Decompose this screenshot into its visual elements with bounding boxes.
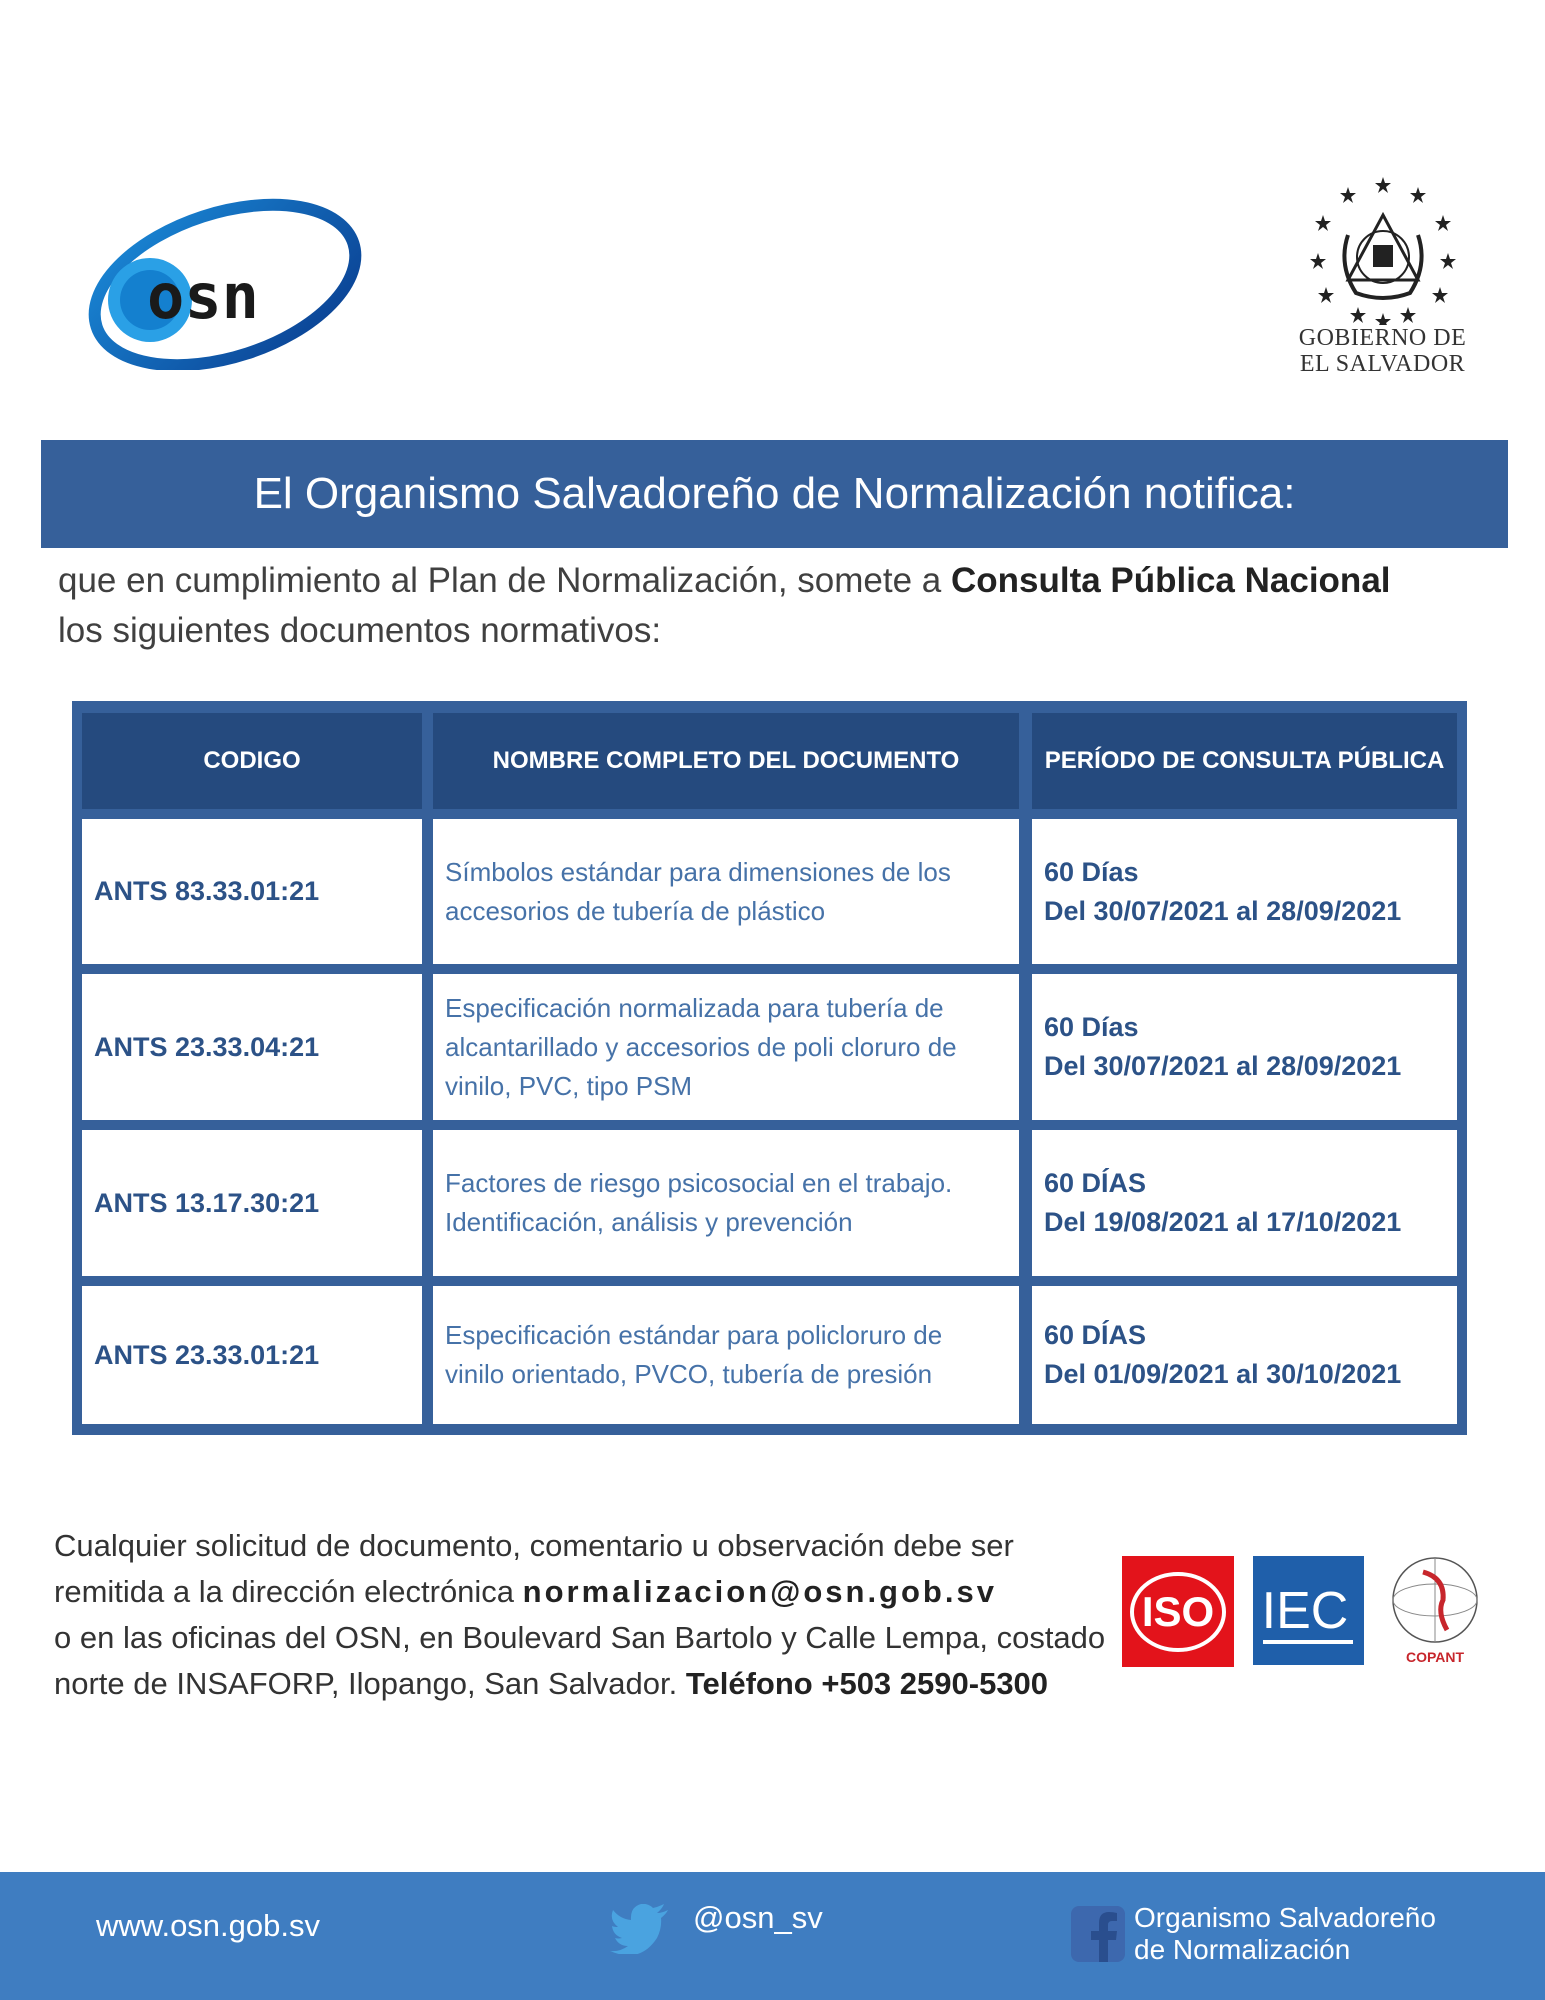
row-3-name-line-2: Identificación, análisis y prevención: [445, 1207, 853, 1237]
table-row-1-name: [433, 819, 1019, 964]
banner-title: El Organismo Salvadoreño de Normalización notifica:: [253, 469, 1296, 518]
website-link[interactable]: www.osn.gob.sv: [96, 1908, 320, 1943]
facebook-line-1: Organismo Salvadoreño: [1134, 1902, 1436, 1933]
contact-paragraph: [54, 1523, 1114, 1707]
row-4-name-line-2: vinilo orientado, PVCO, tubería de presión: [445, 1359, 933, 1389]
table-header-periodo: PERÍODO DE CONSULTA PÚBLICA: [1032, 713, 1457, 809]
row-1-name-line-1: Símbolos estándar para dimensiones de los: [445, 856, 951, 887]
row-2-days: 60 Días: [1044, 1012, 1139, 1042]
copant-logo-text: COPANT: [1405, 1649, 1465, 1665]
contact-phone: Teléfono +503 2590-5300: [685, 1666, 1049, 1701]
table-row-1-code: ANTS 83.33.01:21: [82, 819, 422, 964]
contact-line-3: o en las oficinas del OSN, en Boulevard San Bartolo y Calle Lempa, costado: [54, 1620, 1106, 1655]
iso-logo: [1122, 1556, 1234, 1667]
table-row-2-code: ANTS 23.33.04:21: [82, 974, 422, 1120]
row-4-days: 60 DÍAS: [1044, 1320, 1147, 1350]
coat-of-arms-icon: [1308, 175, 1458, 325]
table-row-3-period: [1032, 1130, 1457, 1276]
twitter-icon: [610, 1904, 670, 1954]
row-1-days: 60 Días: [1044, 856, 1139, 887]
facebook-line-2: de Normalización: [1134, 1934, 1351, 1965]
iec-logo: [1253, 1556, 1364, 1665]
row-3-range: Del 19/08/2021 al 17/10/2021: [1044, 1207, 1402, 1237]
intro-text-2: los siguientes documentos normativos:: [58, 611, 662, 650]
row-2-name-line-1: Especificación normalizada para tubería de: [445, 992, 944, 1023]
row-4-name-line-1: Especificación estándar para policloruro de: [445, 1320, 943, 1350]
contact-line-4: norte de INSAFORP, Ilopango, San Salvador.: [54, 1666, 686, 1701]
iec-logo-text: IEC: [1261, 1582, 1349, 1640]
facebook-icon: [1071, 1906, 1125, 1962]
table-row-4-period: [1032, 1286, 1457, 1424]
table-row-4-name: [433, 1286, 1019, 1424]
contact-line-2: remitida a la dirección electrónica: [54, 1574, 523, 1609]
gobierno-logo: [1290, 175, 1475, 390]
table-header-nombre: NOMBRE COMPLETO DEL DOCUMENTO: [433, 713, 1019, 809]
social-footer-bar: [0, 1872, 1545, 2000]
contact-email-link[interactable]: normalizacion@osn.gob.sv: [522, 1574, 997, 1609]
row-2-name-line-3: vinilo, PVC, tipo PSM: [445, 1070, 693, 1101]
table-row-2-name: [433, 974, 1019, 1120]
osn-logo-text: osn: [147, 260, 259, 333]
row-2-name-line-2: alcantarillado y accesorios de poli cloruro de: [445, 1031, 957, 1062]
intro-bold: Consulta Pública Nacional: [950, 561, 1391, 600]
intro-text-1: que en cumplimiento al Plan de Normalización, somete a: [58, 561, 951, 600]
twitter-handle-link[interactable]: @osn_sv: [693, 1900, 823, 1935]
row-2-range: Del 30/07/2021 al 28/09/2021: [1044, 1051, 1402, 1081]
gobierno-line2: EL SALVADOR: [1299, 351, 1466, 377]
copant-logo: [1385, 1550, 1485, 1670]
table-row-2-period: [1032, 974, 1457, 1120]
gobierno-line1: GOBIERNO DE: [1298, 325, 1467, 351]
row-1-name-line-2: accesorios de tubería de plástico: [445, 895, 826, 926]
osn-logo: [85, 190, 365, 370]
table-row-4-code: ANTS 23.33.01:21: [82, 1286, 422, 1424]
documents-table: [72, 701, 1467, 1435]
row-3-name-line-1: Factores de riesgo psicosocial en el trabajo.: [445, 1168, 953, 1198]
table-row-3-name: [433, 1130, 1019, 1276]
table-header-codigo: CODIGO: [82, 713, 422, 809]
row-4-range: Del 01/09/2021 al 30/10/2021: [1044, 1359, 1402, 1389]
contact-line-1: Cualquier solicitud de documento, comentario u observación debe ser: [54, 1528, 1014, 1563]
row-1-range: Del 30/07/2021 al 28/09/2021: [1044, 895, 1402, 926]
facebook-page-link[interactable]: [1134, 1902, 1436, 1966]
table-row-3-code: ANTS 13.17.30:21: [82, 1130, 422, 1276]
notify-banner: [41, 440, 1508, 548]
iso-logo-text: ISO: [1141, 1588, 1215, 1635]
intro-paragraph: [58, 556, 1498, 656]
table-row-1-period: [1032, 819, 1457, 964]
row-3-days: 60 DÍAS: [1044, 1168, 1147, 1198]
